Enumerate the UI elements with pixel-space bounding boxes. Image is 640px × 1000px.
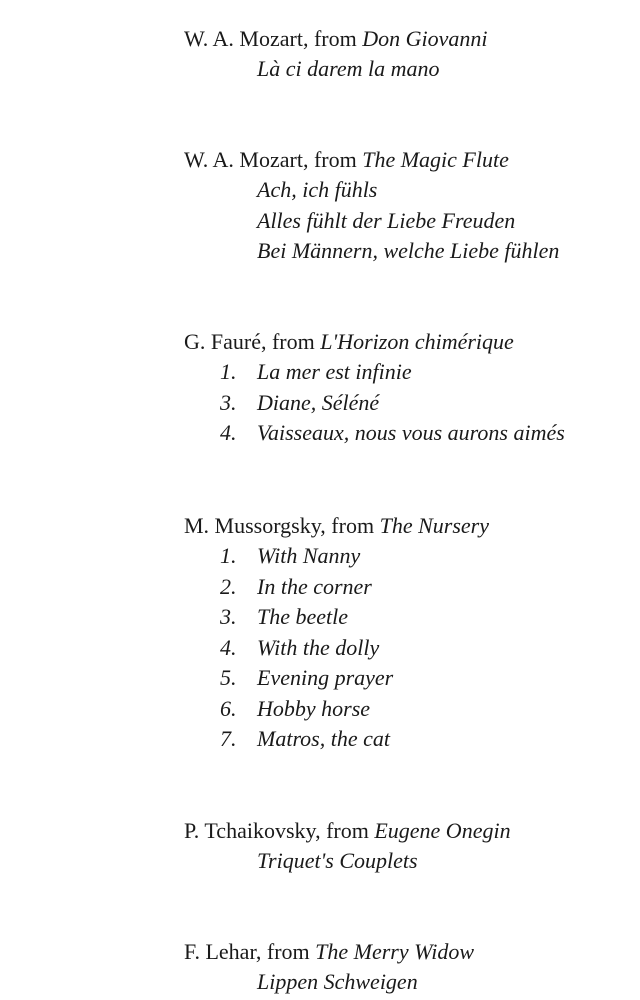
program-entry <box>184 145 634 267</box>
song-title: Hobby horse <box>257 695 371 721</box>
work-title: The Nursery <box>379 513 489 538</box>
song-item <box>184 541 634 572</box>
song-item <box>184 846 634 877</box>
song-item <box>184 724 634 755</box>
song-number: 7. <box>220 726 237 751</box>
composer-attribution: W. A. Mozart, from <box>184 147 363 172</box>
song-number: 4. <box>220 420 237 445</box>
song-number: 1. <box>220 543 237 568</box>
work-title: Don Giovanni <box>362 26 488 51</box>
entry-heading <box>184 937 634 967</box>
program-entry <box>184 816 634 877</box>
program-entry <box>184 327 634 449</box>
work-title: L'Horizon chimérique <box>320 329 514 354</box>
song-item <box>184 663 634 694</box>
composer-attribution: F. Lehar, from <box>184 939 316 964</box>
song-title: La mer est infinie <box>257 359 412 384</box>
song-title: Matros, the cat <box>257 726 390 751</box>
song-item <box>184 633 634 664</box>
song-title: Lippen Schweigen <box>257 969 418 994</box>
entry-heading <box>184 511 634 541</box>
song-number: 5. <box>220 665 237 690</box>
song-number: 3. <box>220 389 237 415</box>
song-number: 2. <box>220 573 237 599</box>
entry-heading <box>184 327 634 357</box>
song-number: 4. <box>220 634 237 660</box>
song-item <box>184 175 634 206</box>
song-title: Vaisseaux, nous vous aurons aimés <box>257 420 565 445</box>
song-title: Alles fühlt der Liebe Freuden <box>257 207 516 233</box>
song-title: Triquet's Couplets <box>257 848 418 873</box>
song-title: With the dolly <box>257 634 380 660</box>
composer-attribution: G. Fauré, from <box>184 329 321 354</box>
song-title: With Nanny <box>257 543 361 568</box>
song-item <box>184 236 634 267</box>
song-number: 6. <box>220 695 237 721</box>
program-entry <box>184 511 634 755</box>
song-title: In the corner <box>257 573 372 599</box>
song-item <box>184 602 634 633</box>
work-title: The Merry Widow <box>315 939 475 964</box>
composer-attribution: P. Tchaikovsky, from <box>184 818 375 843</box>
song-item <box>184 694 634 725</box>
song-item <box>184 206 634 237</box>
song-title: The beetle <box>257 604 349 629</box>
program-entry <box>184 937 634 998</box>
entry-heading <box>184 145 634 175</box>
entry-heading <box>184 816 634 846</box>
song-item <box>184 572 634 603</box>
song-title: Là ci darem la mano <box>257 56 440 81</box>
song-item <box>184 357 634 388</box>
song-number: 3. <box>220 604 237 629</box>
composer-attribution: W. A. Mozart, from <box>184 26 363 51</box>
program-entry <box>184 24 634 85</box>
song-title: Diane, Séléné <box>257 389 380 415</box>
work-title: Eugene Onegin <box>374 818 511 843</box>
song-title: Ach, ich fühls <box>257 177 378 202</box>
song-number: 1. <box>220 359 237 384</box>
song-title: Bei Männern, welche Liebe fühlen <box>257 238 560 263</box>
song-item <box>184 418 634 449</box>
composer-attribution: M. Mussorgsky, from <box>184 513 380 538</box>
song-item <box>184 54 634 85</box>
song-item <box>184 967 634 998</box>
work-title: The Magic Flute <box>362 147 509 172</box>
song-item <box>184 388 634 419</box>
entry-heading <box>184 24 634 54</box>
song-title: Evening prayer <box>257 665 394 690</box>
